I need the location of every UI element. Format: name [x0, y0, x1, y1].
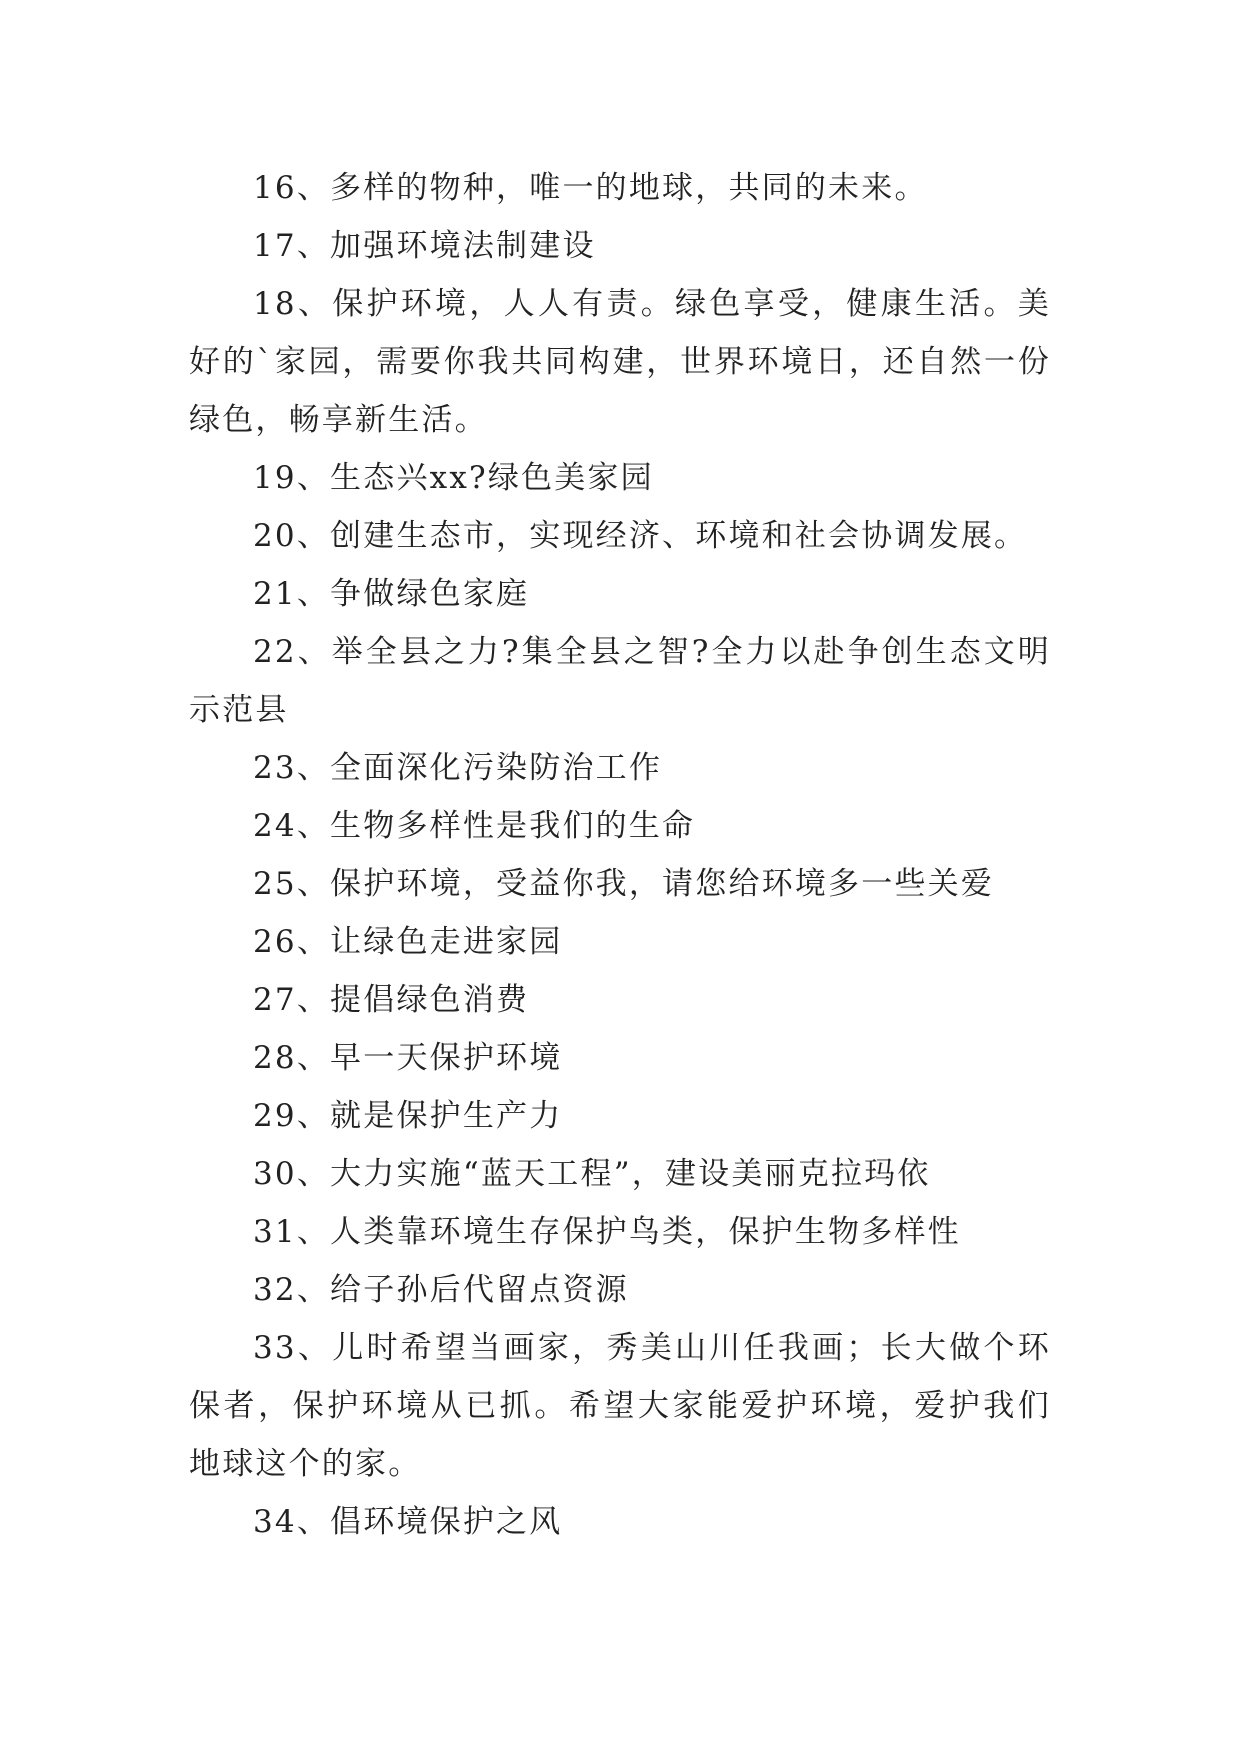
paragraph-24: 24、生物多样性是我们的生命 [253, 808, 696, 844]
paragraph-32: 32、给子孙后代留点资源 [253, 1272, 629, 1308]
paragraph-20: 20、创建生态市，实现经济、环境和社会协调发展。 [253, 518, 1028, 554]
paragraph-28: 28、早一天保护环境 [253, 1040, 563, 1076]
paragraph-34: 34、倡环境保护之风 [253, 1504, 563, 1540]
paragraph-33: 33、儿时希望当画家，秀美山川任我画；长大做个环保者，保护环境从已抓。希望大家能爱护环境，爱护我们地球这个的家。 [189, 1330, 1051, 1482]
paragraph-17: 17、加强环境法制建设 [253, 228, 596, 264]
paragraph-23: 23、全面深化污染防治工作 [253, 750, 663, 786]
paragraph-18: 18、保护环境，人人有责。绿色享受，健康生活。美好的`家园，需要你我共同构建，世界环境日，还自然一份绿色，畅享新生活。 [189, 286, 1051, 438]
paragraph-27: 27、提倡绿色消费 [253, 982, 530, 1018]
paragraph-21: 21、争做绿色家庭 [253, 576, 530, 612]
document-page [189, 159, 1051, 1551]
paragraph-31: 31、人类靠环境生存保护鸟类，保护生物多样性 [253, 1214, 961, 1250]
paragraph-25: 25、保护环境，受益你我，请您给环境多一些关爱 [253, 866, 995, 902]
paragraph-19: 19、生态兴xx?绿色美家园 [253, 460, 654, 496]
paragraph-16: 16、多样的物种，唯一的地球，共同的未来。 [253, 170, 928, 206]
paragraph-22: 22、举全县之力?集全县之智?全力以赴争创生态文明示范县 [189, 634, 1051, 728]
paragraph-29: 29、就是保护生产力 [253, 1098, 563, 1134]
paragraph-30: 30、大力实施“蓝天工程”，建设美丽克拉玛依 [253, 1156, 931, 1192]
paragraph-26: 26、让绿色走进家园 [253, 924, 563, 960]
